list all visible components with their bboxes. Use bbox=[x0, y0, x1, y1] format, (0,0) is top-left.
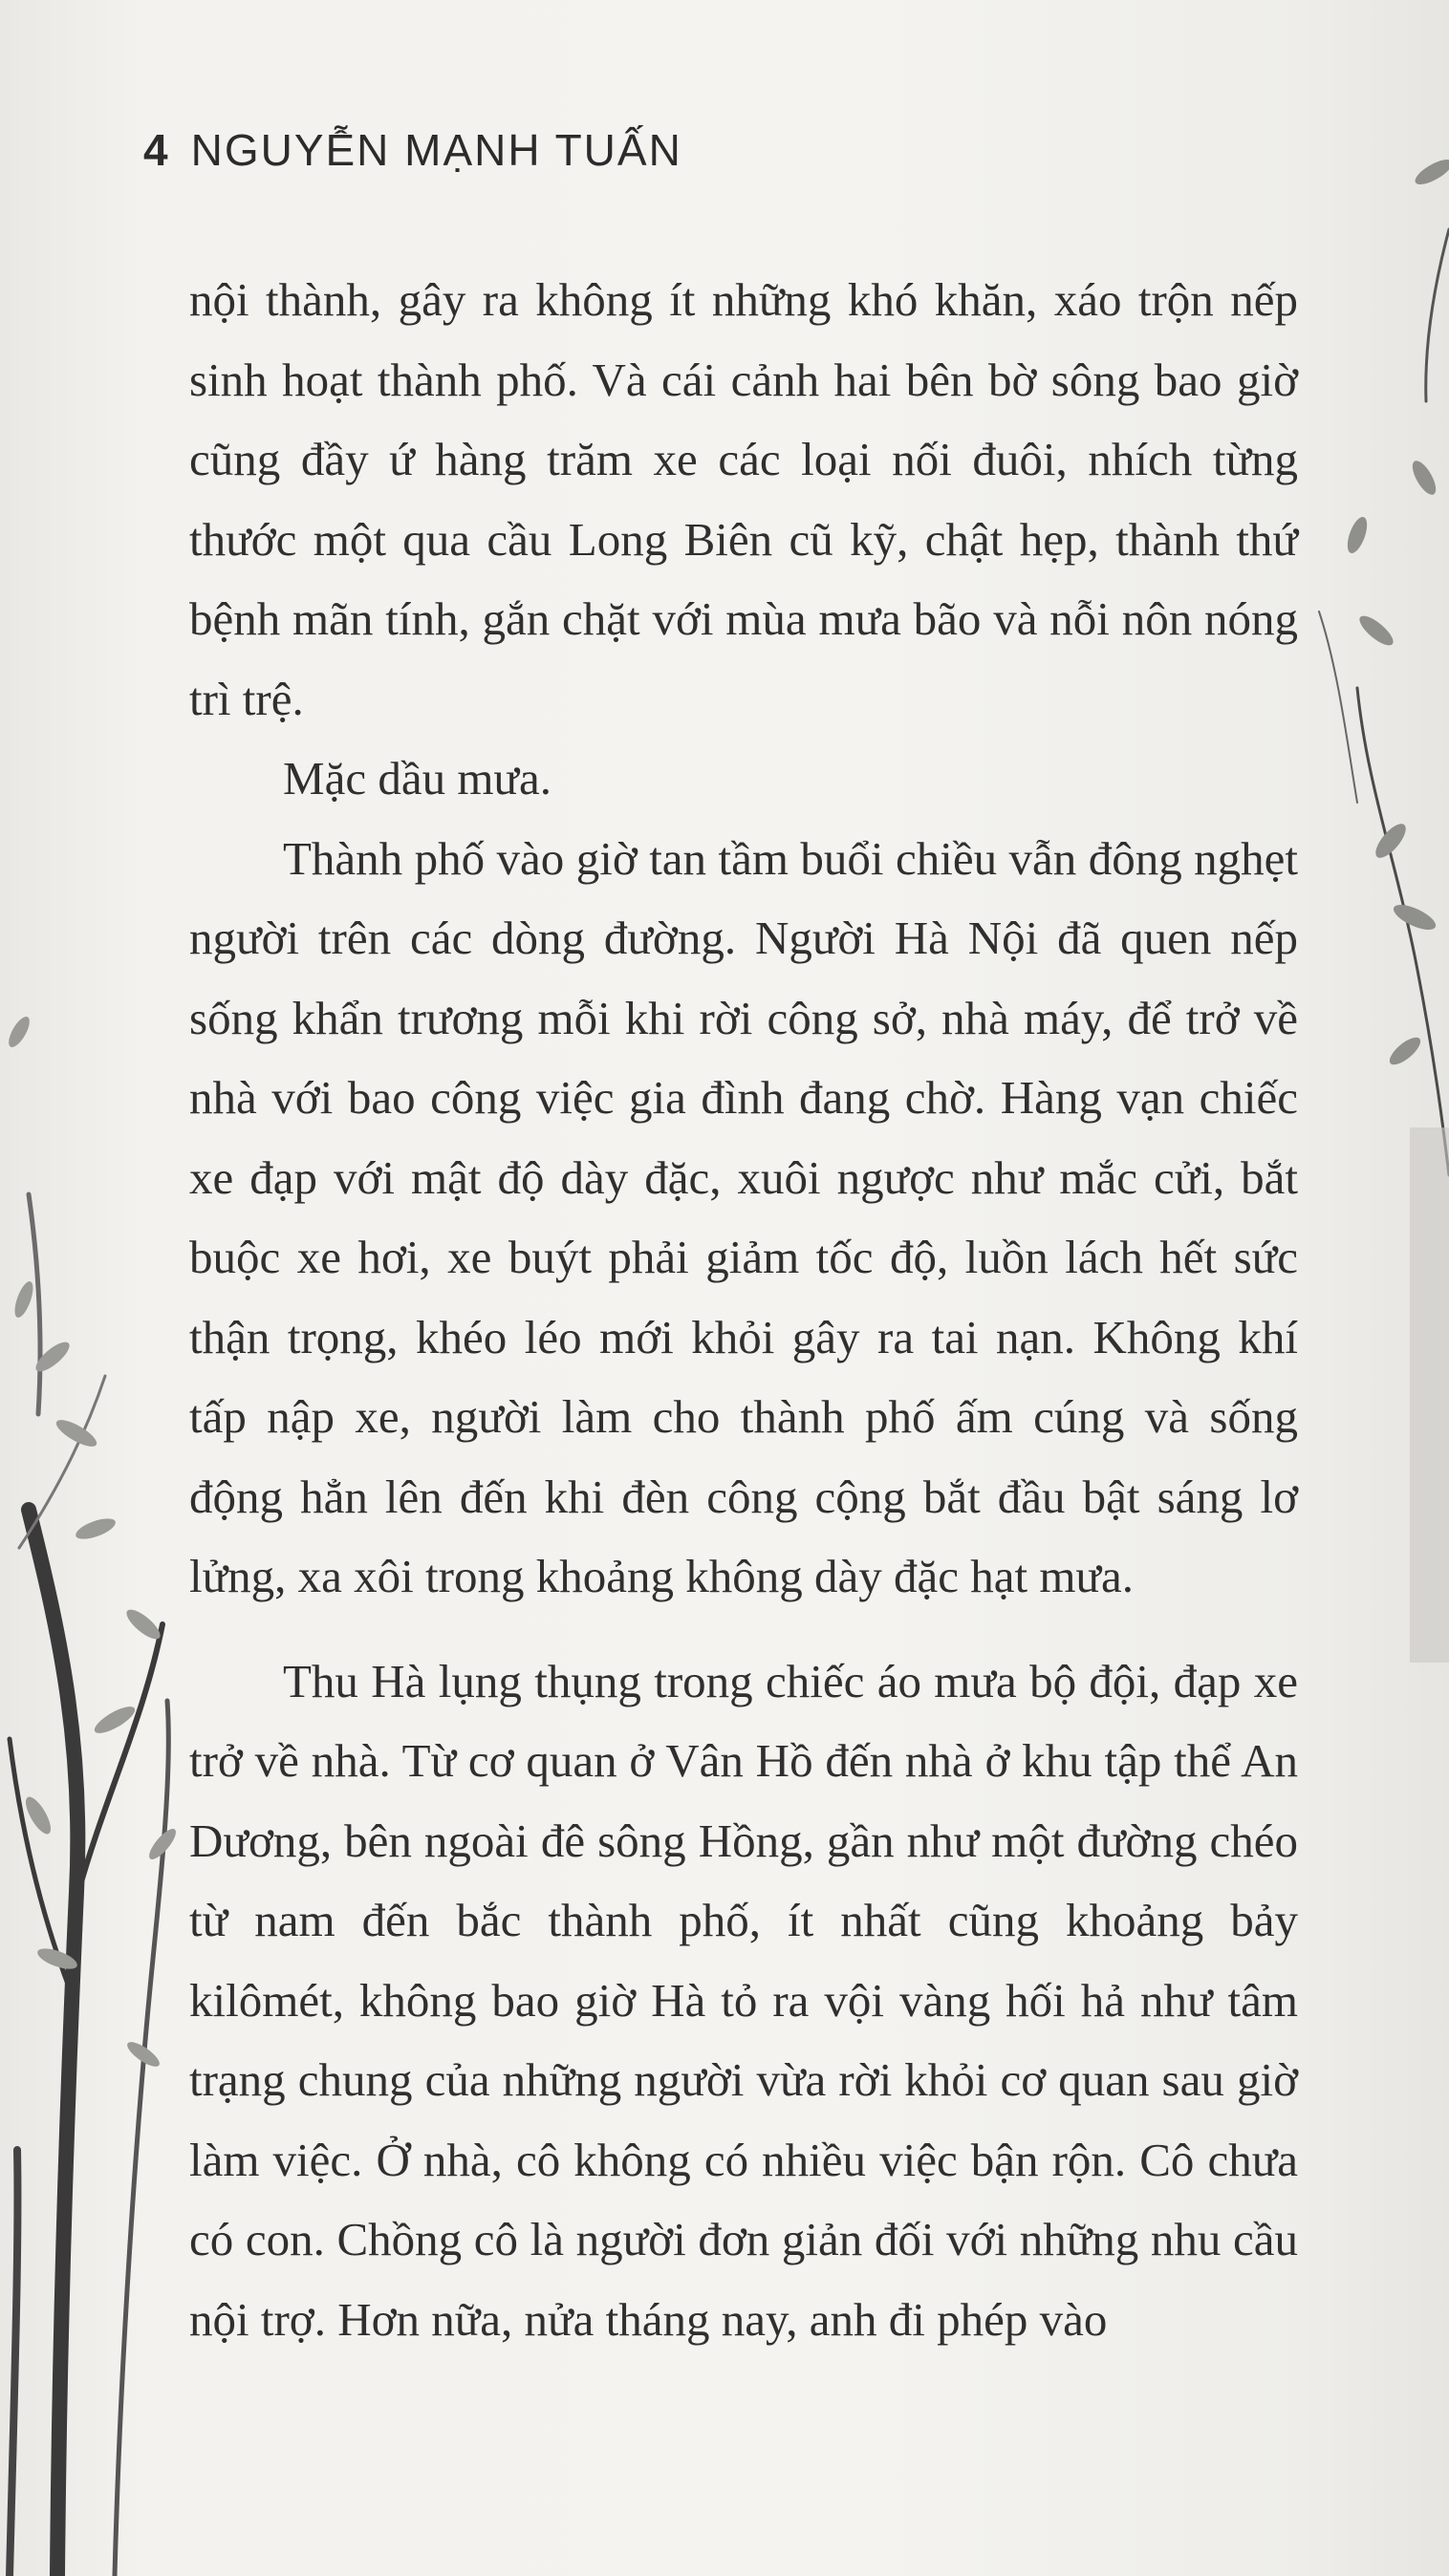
paragraph-thu-ha: Thu Hà lụng thụng trong chiếc áo mưa bộ đội, đạp xe trở về nhà. Từ cơ quan ở Vân Hồ đến nhà ở khu tập thể An Dương, bên ngoài đê sông Hồng, gần như một đường chéo từ nam đến bắc thành phố, ít nhất cũng khoảng bảy kilômét, không bao giờ Hà tỏ ra vội vàng hối hả như tâm trạng chung của những người vừa rời khỏi cơ quan sau giờ làm việc. Ở nhà, cô không có nhiều việc bận rộn. Cô chưa có con. Chồng cô là người đơn giản đối với những nhu cầu nội trợ. Hơn nữa, nửa tháng nay, anh đi phép vào bbox=[189, 1654, 1298, 2346]
paragraph-short: Mặc dầu mưa. bbox=[283, 752, 551, 805]
paragraph-continuation: nội thành, gây ra không ít những khó khăn, xáo trộn nếp sinh hoạt thành phố. Và cái cảnh hai bên bờ sông bao giờ cũng đầy ứ hàng trăm xe các loại nối đuôi, nhích từng thước một qua cầu Long Biên cũ kỹ, chật hẹp, thành thứ bệnh mãn tính, gắn chặt với mùa mưa bão và nỗi nôn nóng trì trệ. bbox=[189, 273, 1298, 725]
author-name: NGUYỄN MẠNH TUẤN bbox=[190, 125, 682, 175]
left-tree-icon bbox=[10, 1194, 168, 2576]
page-number: 4 bbox=[143, 125, 170, 175]
running-header bbox=[143, 124, 682, 176]
page-edge-shadow bbox=[1410, 1127, 1449, 1663]
leaf-icons-right bbox=[1344, 155, 1449, 1069]
right-tree-icon bbox=[1319, 229, 1449, 1175]
body-text bbox=[189, 260, 1298, 2359]
paragraph-city: Thành phố vào giờ tan tầm buổi chiều vẫn đông nghẹt người trên các dòng đường. Người Hà Nội đã quen nếp sống khẩn trương mỗi khi rời công sở, nhà máy, để trở về nhà với bao công việc gia đình đang chờ. Hàng vạn chiếc xe đạp với mật độ dày đặc, xuôi ngược như mắc cửi, bắt buộc xe hơi, xe buýt phải giảm tốc độ, luồn lách hết sức thận trọng, khéo léo mới khỏi gây ra tai nạn. Không khí tấp nập xe, người làm cho thành phố ấm cúng và sống động hẳn lên đến khi đèn công cộng bắt đầu bật sáng lơ lửng, xa xôi trong khoảng không dày đặc hạt mưa. bbox=[189, 831, 1298, 1602]
